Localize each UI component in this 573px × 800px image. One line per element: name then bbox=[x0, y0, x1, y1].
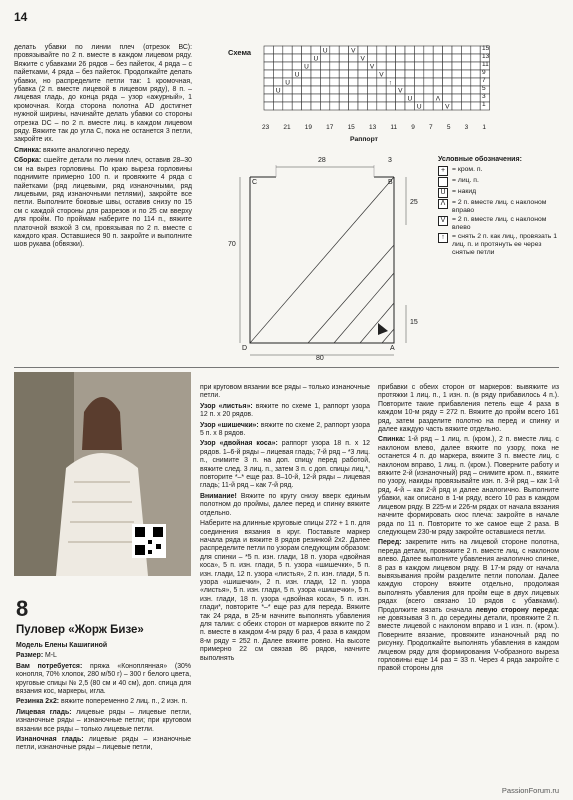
scheme-cell bbox=[471, 78, 480, 86]
scheme-cell bbox=[367, 46, 376, 54]
scheme-cell bbox=[339, 102, 348, 110]
scheme-symbol: V bbox=[398, 87, 403, 95]
scheme-cell bbox=[424, 54, 433, 62]
scheme-cell bbox=[349, 62, 358, 70]
model-photo-figure bbox=[14, 372, 191, 576]
scheme-symbol: U bbox=[304, 63, 309, 71]
scheme-cell bbox=[414, 62, 423, 70]
column-3: прибавки с обеих сторон от маркеров: вывяжите из протяжки 1 лиц. п., 1 изн. п. (в ряду прибавилось 4 п.). Повторите такие прибавления петель еще 4 раза в каждом 10-м ряду = 272 п. Вяжите до пройм всего 161 ряд, затем разделите полотно на перед и спинку и далее каждую часть вяжите отдельно. Спинка: 1-й ряд – 1 лиц. п. (кром.), 2 п. вместе лиц. с наклоном влево, далее вяжите по узору, пока не останется 4 п. до маркера, вяжите 3 п. вместе лиц. с наклоном вправо, 1 лиц. п. (кром.). Поверните работу и вяжите 2-й (изнаночный) ряд – снимите кром. п., вяжите по узору, накиды провязывайте изн. п. 3-й ряд – как 1-й ряд, 4-й – как 2-й ряд и далее аналогично. Выполните убавки, как описано в 1-м ряду, всего 10 раз в каждом лицевом ряду. В 225-м и 226-м рядах от начала вязания начните формировать скос плеча: закройте в начале ряда по 11 п. Повторите то же самое еще 2 раза. В следующем 230-м ряду закройте оставшиеся петли. Перед: закрепите нить на лицевой стороне полотна, переда детали, провяжите 2 п. вместе лиц. с наклоном влево. Далее выполните убавления аналогично спинке, 8 раз в каждом лицевом ряду. В 17-м ряду от начала вывязывания пройм разделите петли пополам. Далее каждую сторону вяжите отдельно, продолжая выполнять убавления для пройм еще в двух лицевых рядах (всего связано 10 рядов с убавками). Продолжите вязать сначала левую сторону переда: не довязывая 3 п. до середины детали, провяжите 2 п. вместе лицевой с наклоном вправо и 1 изн. п. (кром.). Поверните вязание, провяжите изнаночный ряд по рисунку. Продолжайте выполнять убавления в каждом лицевом ряду для формирования V-образного выреза горловины еще 14 раз = 33 п. Через 4 ряда закройте с правой стороны для bbox=[378, 384, 559, 673]
scheme-cell bbox=[433, 102, 442, 110]
scheme-cell bbox=[452, 94, 461, 102]
scheme-cell bbox=[320, 78, 329, 86]
scheme-cell bbox=[264, 70, 273, 78]
label-a: A bbox=[390, 345, 395, 352]
scheme-cell bbox=[461, 70, 470, 78]
scheme-cell bbox=[461, 54, 470, 62]
scheme-cell bbox=[330, 102, 339, 110]
scheme-cell bbox=[367, 78, 376, 86]
scheme-cell bbox=[273, 94, 282, 102]
scheme-cell bbox=[339, 62, 348, 70]
scheme-symbol: U bbox=[407, 95, 413, 103]
legend-item: Λ = 2 п. вместе лиц. с наклоном вправо bbox=[438, 199, 560, 215]
scheme-cell bbox=[461, 62, 470, 70]
scheme-cell bbox=[405, 86, 414, 94]
scheme-cell bbox=[273, 62, 282, 70]
scheme-symbol: V bbox=[360, 55, 365, 63]
label-b: B bbox=[388, 179, 393, 186]
edge-stitch-icon: + bbox=[438, 166, 448, 176]
scheme-cell bbox=[396, 94, 405, 102]
scheme-cell bbox=[424, 70, 433, 78]
scheme-cell bbox=[386, 54, 395, 62]
scheme-cell bbox=[330, 54, 339, 62]
scheme-cell bbox=[396, 70, 405, 78]
scheme-cell bbox=[264, 62, 273, 70]
k2tog-left-icon: V bbox=[438, 216, 448, 226]
scheme-cell bbox=[424, 46, 433, 54]
scheme-cell bbox=[311, 62, 320, 70]
column-2: при круговом вязании все ряды – только изнаночные петли. Узор «листья»: вяжите по схеме 1, раппорт узора 12 п. х 20 рядов. Узор «шишечки»: вяжите по схеме 2, раппорт узора 5 п. х 8 рядов. Узор «двойная коса»: раппорт узора 18 п. х 12 рядов. 1–6-й ряды – лицевая гладь; 7-й ряд – *3 лиц. п., снимите 3 п. на доп. спицу перед работой, вяжите след. 3 лиц. п., затем 3 п. с доп. спицы лиц.*, повторите *–* еще раз. 8–10-й, 12-й ряды – лицевая гладь; 11-й ряд – как 7-й ряд. Внимание! Вяжите по кругу снизу вверх единым полотном до проймы, далее перед и спинку вяжите отдельно. Наберите на длинные круговые спицы 272 + 1 п. для соединения вязания в круг. Поставьте маркер начала ряда и вяжите 8 рядов резинкой 2х2. Далее распределите петли по узорам следующим образом: для спинки – *5 п. изн. глади, 18 п. узора «двойная коса», 5 п. изн. глади, 5 п. узора «шишечки», 5 п. изн. глади, 12 п. узора «листья», 2 п. изн. глади, 5 п. узора «шишечки», 2 п. изн. глади, 12 п. узора «листья», 5 п. изн. глади, 5 п. узора «шишечки», 5 п. изн. глади, 18 п. узора «двойная коса», 5 п. изн. глади*, повторите *–* еще раз для переда. Вяжите так 24 ряда, в 25-м начните выполнять убавления для талии: с обеих сторон от маркеров вяжите по 2 п. вместе в каждом 4-м ряду 6 раз, 4 раза в каждом 8-м ряду = 252 п. Далее вяжите ровно. На высоте примерно 22 см связав 86 рядов, начните выполнять bbox=[200, 384, 371, 662]
model-photo bbox=[14, 372, 191, 576]
scheme-symbol: U bbox=[285, 79, 291, 87]
size: Размер: M-L bbox=[16, 652, 57, 660]
model-details bbox=[16, 642, 191, 755]
scheme-cell bbox=[273, 78, 282, 86]
scheme-cell bbox=[471, 102, 480, 110]
model-title: Пуловер «Жорж Бизе» bbox=[16, 624, 144, 636]
scheme-cell bbox=[311, 46, 320, 54]
scheme-cell bbox=[349, 86, 358, 94]
scheme-cell bbox=[273, 70, 282, 78]
scheme-cell bbox=[330, 94, 339, 102]
scheme-symbol: V bbox=[369, 63, 375, 71]
legend-item: ↑ = снять 2 п. как лиц., провязать 1 лиц. п. и протянуть ее через снятые петли bbox=[438, 233, 560, 257]
scheme-cell bbox=[414, 54, 423, 62]
scheme-cell bbox=[386, 70, 395, 78]
scheme-cell bbox=[471, 54, 480, 62]
scheme-cell bbox=[302, 94, 311, 102]
legend-item: = лиц. п. bbox=[438, 177, 560, 187]
model-number: 8 bbox=[16, 596, 29, 621]
scheme-cell bbox=[424, 62, 433, 70]
scheme-cell bbox=[273, 46, 282, 54]
scheme-cell bbox=[443, 78, 452, 86]
scheme-cell bbox=[320, 94, 329, 102]
scheme-cell bbox=[414, 46, 423, 54]
scheme-cell bbox=[339, 54, 348, 62]
col-numbers: 23 21 19 17 15 13 11 9 7 5 3 1 bbox=[262, 124, 486, 131]
scheme-cell bbox=[377, 78, 386, 86]
scheme-symbol: V bbox=[445, 103, 450, 111]
scheme-cell bbox=[367, 70, 376, 78]
scheme-cell bbox=[367, 102, 376, 110]
scheme-cell bbox=[461, 102, 470, 110]
label-d: D bbox=[242, 345, 248, 352]
scheme-symbol: U bbox=[416, 103, 422, 111]
rezinka: Резинка 2х2: вяжите попеременно 2 лиц. п., 2 изн. п. bbox=[16, 698, 188, 706]
scheme-cell bbox=[433, 54, 442, 62]
scheme-cell bbox=[358, 78, 367, 86]
scheme-cell bbox=[292, 94, 301, 102]
scheme-cell bbox=[292, 62, 301, 70]
scheme-cell bbox=[461, 94, 470, 102]
legend-item: U = накид bbox=[438, 188, 560, 198]
rapport-label: Раппорт bbox=[350, 136, 378, 143]
scheme-cell bbox=[377, 102, 386, 110]
scheme-cell bbox=[452, 54, 461, 62]
scheme-cell bbox=[273, 102, 282, 110]
scheme-symbol: V bbox=[351, 47, 356, 55]
scheme-cell bbox=[367, 94, 376, 102]
scheme-cell bbox=[320, 86, 329, 94]
row-numbers: 15 13 11 9 7 5 3 1 bbox=[482, 45, 490, 108]
scheme-cell bbox=[320, 102, 329, 110]
scheme-cell bbox=[405, 70, 414, 78]
scheme-cell bbox=[292, 78, 301, 86]
scheme-cell bbox=[283, 46, 292, 54]
scheme-cell bbox=[443, 54, 452, 62]
scheme-cell bbox=[302, 70, 311, 78]
scheme-cell bbox=[386, 86, 395, 94]
dim-right-top: 3 bbox=[388, 157, 392, 164]
scheme-cell bbox=[339, 86, 348, 94]
scheme-cell bbox=[339, 46, 348, 54]
scheme-cell bbox=[292, 54, 301, 62]
scheme-cell bbox=[405, 46, 414, 54]
scheme-cell bbox=[283, 86, 292, 94]
scheme-cell bbox=[471, 70, 480, 78]
scheme-cell bbox=[396, 102, 405, 110]
double-decrease-icon: ↑ bbox=[438, 233, 448, 243]
label-c: C bbox=[252, 179, 258, 186]
lic-glad: Лицевая гладь: лицевые ряды – лицевые петли, изнаночные ряды – изнаночные петли; при круговом вязании все ряды – только лицевые петли. bbox=[16, 708, 191, 733]
scheme-cell bbox=[443, 70, 452, 78]
scheme-cell bbox=[367, 86, 376, 94]
scheme-cell bbox=[424, 86, 433, 94]
scheme-cell bbox=[292, 102, 301, 110]
pattern-outline bbox=[228, 155, 428, 365]
scheme-cell bbox=[264, 94, 273, 102]
author: Модель Елены Кашигиной bbox=[16, 642, 108, 649]
scheme-cell bbox=[452, 86, 461, 94]
dim-bottom: 80 bbox=[316, 355, 324, 362]
scheme-cell bbox=[452, 70, 461, 78]
scheme-cell bbox=[358, 62, 367, 70]
scheme-cell bbox=[433, 46, 442, 54]
scheme-cell bbox=[396, 46, 405, 54]
yarn-over-icon: U bbox=[438, 188, 448, 198]
scheme-cell bbox=[358, 70, 367, 78]
scheme-cell bbox=[405, 102, 414, 110]
scheme-cell bbox=[405, 54, 414, 62]
legend-title: Условные обозначения: bbox=[438, 156, 522, 163]
scheme-cell bbox=[264, 102, 273, 110]
scheme-cell bbox=[302, 46, 311, 54]
scheme-cell bbox=[264, 86, 273, 94]
scheme-cell bbox=[452, 46, 461, 54]
scheme-cell bbox=[405, 78, 414, 86]
scheme-cell bbox=[349, 70, 358, 78]
scheme-cell bbox=[452, 62, 461, 70]
scheme-cell bbox=[377, 46, 386, 54]
scheme-cell bbox=[386, 94, 395, 102]
page-number: 14 bbox=[14, 10, 28, 24]
scheme-cell bbox=[414, 94, 423, 102]
scheme-cell bbox=[471, 46, 480, 54]
scheme-cell bbox=[414, 78, 423, 86]
scheme-cell bbox=[424, 102, 433, 110]
left-top-column bbox=[14, 44, 192, 252]
section-divider bbox=[14, 367, 559, 368]
scheme-cell bbox=[349, 102, 358, 110]
scheme-cell bbox=[311, 78, 320, 86]
scheme-cell bbox=[452, 78, 461, 86]
scheme-cell bbox=[433, 62, 442, 70]
scheme-cell bbox=[264, 46, 273, 54]
scheme-cell bbox=[396, 54, 405, 62]
paragraph: делать убавки по линии плеч (отрезок ВС): провязывайте по 2 п. вместе в каждом лицевом ряду. Вяжите с убавками 26 рядов – без пайеток, 4 ряда – с пайетками, 4 ряда – без пайеток. Продолжайте делать убавки, но распределите петли так: 1 кромочная, убавка (2 п. вместе лицевой в лицевом ряду), 8 п. – лицевая гладь, до конца ряда – узор «ажурный», 1 кромочная. Когда сторона полотна AD достигнет нужной ширины, начинайте делать убавки со стороны отрезка DC – по 2 п. вместе лиц. в каждом лицевом ряду. Вяжите так до угла С, пока не останется 3 петли, закройте их. bbox=[14, 44, 192, 144]
scheme-symbol: ↑ bbox=[388, 79, 392, 87]
scheme-cell bbox=[330, 62, 339, 70]
scheme-cell bbox=[283, 94, 292, 102]
scheme-symbol: V bbox=[379, 71, 384, 79]
paragraph-sborka: Сборка: сшейте детали по линии плеч, оставив 28–30 см на вырез горловины. По краю выреза горловины поднимите примерно 100 п. и провяжите 4 ряда с пайетками (ряд лицевыми, ряд изнаночными, ряд лицевыми, ряд изнаночными петлями), закройте все петли. Выполните боковые швы, оставив снизу по 15 см с каждой стороны для разрезов и по 25 см вверху для пройм. По проймам наберите по 114 п., вяжите платочной вязкой 3 см, провязывая по 2 п. вместе с каждого края. Оставшиеся 90 п. закройте и выполните шов рукава (обвязки). bbox=[14, 157, 192, 249]
scheme-cell bbox=[320, 70, 329, 78]
scheme-cell bbox=[396, 62, 405, 70]
scheme-cell bbox=[452, 102, 461, 110]
scheme-cell bbox=[358, 94, 367, 102]
scheme-cell bbox=[283, 62, 292, 70]
scheme-cell bbox=[349, 94, 358, 102]
k2tog-right-icon: Λ bbox=[438, 199, 448, 209]
scheme-cell bbox=[273, 54, 282, 62]
scheme-cell bbox=[367, 54, 376, 62]
scheme-cell bbox=[461, 86, 470, 94]
scheme-cell bbox=[311, 102, 320, 110]
dim-side: 25 bbox=[410, 199, 418, 206]
scheme-cell bbox=[330, 70, 339, 78]
legend-item: + = кром. п. bbox=[438, 166, 560, 176]
scheme-cell bbox=[311, 70, 320, 78]
scheme-cell bbox=[302, 102, 311, 110]
scheme-cell bbox=[264, 54, 273, 62]
scheme-cell bbox=[386, 62, 395, 70]
scheme-cell bbox=[320, 62, 329, 70]
scheme-cell bbox=[311, 94, 320, 102]
scheme-cell bbox=[264, 78, 273, 86]
scheme-cell bbox=[311, 86, 320, 94]
scheme-cell bbox=[302, 78, 311, 86]
scheme-cell bbox=[377, 94, 386, 102]
scheme-cell bbox=[471, 86, 480, 94]
legend bbox=[438, 156, 560, 258]
scheme-cell bbox=[349, 78, 358, 86]
scheme-cell bbox=[330, 86, 339, 94]
scheme-cell bbox=[358, 46, 367, 54]
scheme-symbol: U bbox=[294, 71, 300, 79]
scheme-cell bbox=[358, 86, 367, 94]
pattern-diagram bbox=[228, 155, 428, 365]
scheme-cell bbox=[302, 86, 311, 94]
dim-top: 28 bbox=[318, 157, 326, 164]
scheme-cell bbox=[443, 94, 452, 102]
scheme-cell bbox=[433, 86, 442, 94]
watermark: PassionForum.ru bbox=[501, 786, 559, 795]
scheme-cell bbox=[396, 78, 405, 86]
scheme-chart bbox=[228, 44, 508, 144]
legend-item: V = 2 п. вместе лиц. с наклоном влево bbox=[438, 216, 560, 232]
scheme-cell bbox=[330, 46, 339, 54]
scheme-symbol: U bbox=[313, 55, 319, 63]
dim-bottom-side: 15 bbox=[410, 319, 418, 326]
scheme-cell bbox=[461, 46, 470, 54]
scheme-cell bbox=[424, 78, 433, 86]
scheme-cell bbox=[443, 46, 452, 54]
scheme-title: Схема bbox=[228, 48, 252, 57]
scheme-cell bbox=[386, 46, 395, 54]
knit-stitch-icon bbox=[438, 177, 448, 187]
scheme-cell bbox=[461, 78, 470, 86]
scheme-cell bbox=[330, 78, 339, 86]
scheme-cell bbox=[377, 62, 386, 70]
scheme-cell bbox=[292, 86, 301, 94]
scheme-cell bbox=[377, 54, 386, 62]
scheme-cell bbox=[283, 102, 292, 110]
dim-left: 70 bbox=[228, 241, 236, 248]
izn-glad: Изнаночная гладь: лицевые ряды – изнаночные петли, изнаночные ряды – лицевые петли, bbox=[16, 736, 191, 752]
paragraph-spina: Спинка: вяжите аналогично переду. bbox=[14, 146, 131, 154]
scheme-cell bbox=[302, 54, 311, 62]
scheme-cell bbox=[292, 46, 301, 54]
scheme-cell bbox=[433, 70, 442, 78]
scheme-cell bbox=[433, 78, 442, 86]
scheme-cell bbox=[283, 54, 292, 62]
scheme-cell bbox=[320, 54, 329, 62]
scheme-cell bbox=[414, 86, 423, 94]
scheme-cell bbox=[349, 54, 358, 62]
scheme-cell bbox=[424, 94, 433, 102]
scheme-cell bbox=[471, 94, 480, 102]
scheme-cell bbox=[443, 62, 452, 70]
scheme-cell bbox=[386, 102, 395, 110]
scheme-symbol: Λ bbox=[435, 95, 441, 103]
scheme-cell bbox=[339, 94, 348, 102]
scheme-cell bbox=[283, 70, 292, 78]
scheme-cell bbox=[377, 86, 386, 94]
materials: Вам потребуется: пряжа «Коноплянная» (30% конопля, 70% хлопок, 280 м/50 г) – 300 г белого цвета, круговые спицы № 2,5 (80 см и 40 см), доп. спица для вязания кос, маркеры, игла. bbox=[16, 662, 191, 696]
scheme-symbol: U bbox=[322, 47, 328, 55]
scheme-cell bbox=[405, 62, 414, 70]
scheme-cell bbox=[339, 70, 348, 78]
scheme-symbol: U bbox=[275, 87, 281, 95]
scheme-cell bbox=[471, 62, 480, 70]
scheme-cell bbox=[358, 102, 367, 110]
scheme-cell bbox=[414, 70, 423, 78]
scheme-cell bbox=[339, 78, 348, 86]
scheme-cell bbox=[443, 86, 452, 94]
